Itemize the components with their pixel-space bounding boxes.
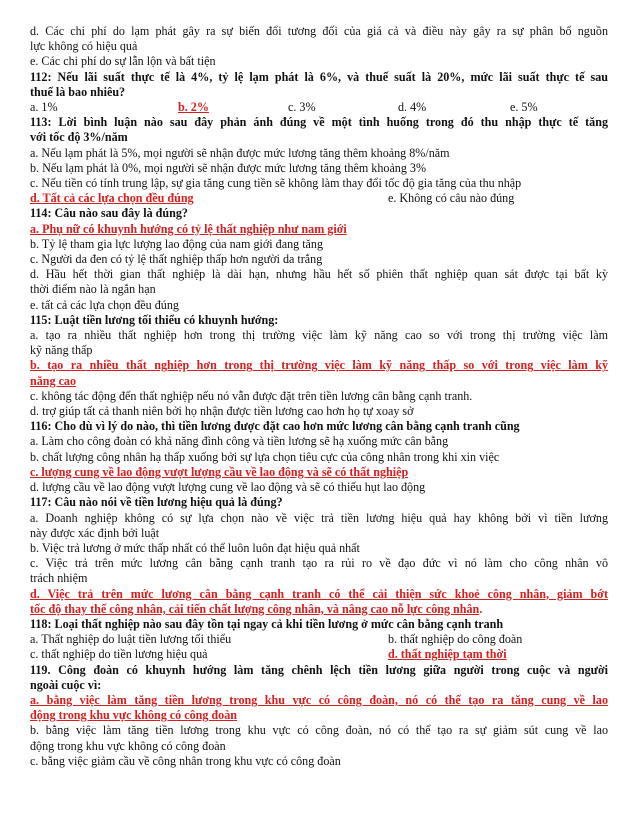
question-119: 119. Công đoàn có khuynh hướng làm tăng chênh lệch tiền lương giữa người trong cuộc và người [30,662,608,677]
answer-end-period: . [479,601,483,616]
option-c: c. không tác động đến thất nghiệp nếu nó vẫn được đặt trên tiền lương cân bằng cạnh tranh. [30,388,473,403]
correct-answer: d. Tất cả các lựa chọn đều đúng [30,191,194,206]
question-112-cont: thuế là bao nhiêu? [30,84,126,99]
option-d-cont: thời điểm nào là ngắn hạn [30,282,156,297]
correct-answer: b. tạo ra nhiều thất nghiệp hơn trong thị trường việc làm kỹ năng thấp so với trong việc làm kỹ [30,358,608,373]
correct-answer: c. lượng cung về lao động vượt lượng cầu về lao động và sẽ có thất nghiệp [30,464,409,479]
question-118: 118: Loại thất nghiệp nào sau đây tồn tại ngay cả khi tiền lương ở mức cân bằng cạnh tranh [30,616,504,631]
option-e: e. Không có câu nào đúng [388,191,515,206]
option-a-cont: này được xác định bởi luật [30,525,160,540]
correct-answer-cont-line [30,602,608,617]
option-c: c. Người da đen có tỷ lệ thất nghiệp thấp hơn người da trắng [30,252,323,267]
question-113-cont: với tốc độ 3%/năm [30,130,128,145]
option-c: c. Việc trả trên mức lương cân bằng cạnh tranh tạo ra rủi ro về đạo đức vì nó làm cho công nhân vô [30,556,608,571]
option-b: b. thất nghiệp do công đoàn [388,632,523,647]
correct-answer: d. thất nghiệp tạm thời [388,647,507,662]
question-115: 115: Luật tiền lương tối thiểu có khuynh hướng: [30,312,279,327]
correct-answer: a. bằng việc làm tăng tiền lương trong khu vực có công đoàn, nó có thể tạo ra tăng cung về lao [30,692,608,707]
question-119-cont: ngoài cuộc vì: [30,677,102,692]
option-b-cont: động trong khu vực không có công đoàn [30,738,226,753]
option-b: b. chất lượng công nhân hạ thấp xuống bởi sự lựa chọn tiêu cực của công nhân trong khi xin việc [30,449,500,464]
question-118-row1 [30,632,608,647]
option-a-cont: kỹ năng thấp [30,343,93,358]
option-d: d. lượng cầu về lao động vượt lượng cung về lao động và sẽ có thiếu hụt lao động [30,480,426,495]
correct-answer: b. 2% [178,100,209,115]
option-d: d. Hầu hết thời gian thất nghiệp là dài hạn, nhưng hầu hết số phiên thất nghiệp quan sát được tại bất kỳ [30,267,608,282]
option-b: b. Nếu lạm phát là 0%, mọi người sẽ nhận được mức lương tăng thêm khoảng 3% [30,160,427,175]
option-c-cont: trách nhiệm [30,571,88,586]
option-b: b. Việc trả lương ở mức thấp nhất có thể luôn luôn đạt hiệu quả nhất [30,540,360,555]
option-d: d. trợ giúp tất cả thanh niên bởi họ nhận được tiền lương cao hơn họ tự xoay sở [30,404,414,419]
option-b: b. bằng việc làm tăng tiền lương trong khu vực có công đoàn, nó có thể tạo ra sự giảm sút cung về lao [30,723,608,738]
option-a: a. Làm cho công đoàn có khả năng đình công và tiền lương sẽ hạ xuống mức cân bằng [30,434,449,449]
correct-answer-cont: động trong khu vực không có công đoàn [30,708,237,723]
option-line: lực không có hiệu quả [30,39,138,54]
question-114: 114: Câu nào sau đây là đúng? [30,206,188,221]
option-c: c. 3% [288,100,316,115]
option-line: d. Các chi phí do lạm phát gây ra sự biến đổi tương đối của giá cả và điều này gây ra sự phân bổ nguồn [30,24,608,38]
option-a: a. tạo ra nhiều thất nghiệp hơn trong thị trường việc làm kỹ năng cao so với trong thị trường việc làm [30,328,608,343]
question-117: 117: Câu nào nói về tiền lương hiệu quả là đúng? [30,495,283,510]
question-112: 112: Nếu lãi suất thực tế là 4%, tỷ lệ lạm phát là 6%, và thuế suất là 20%, mức lãi suất thực tế sau [30,69,608,84]
question-116: 116: Cho dù vì lý do nào, thì tiền lương được đặt cao hơn mức lương cân bằng cạnh tranh cũng [30,419,520,434]
option-a: a. Nếu lạm phát là 5%, mọi người sẽ nhận được mức lương tăng thêm khoảng 8%/năm [30,145,450,160]
option-c: c. thất nghiệp do tiền lương hiệu quả [30,647,208,662]
option-a: a. Thất nghiệp do luật tiền lương tối thiểu [30,632,232,647]
question-112-options [30,100,608,115]
correct-answer: a. Phụ nữ có khuynh hướng có tỷ lệ thất nghiệp như nam giới [30,221,347,236]
correct-answer-cont: năng cao [30,373,77,388]
option-d: d. 4% [398,100,427,115]
correct-answer-cont: tốc độ thay thế công nhân, cải tiến chất lượng công nhân, và nâng cao nỗ lực công nhân [30,601,480,616]
option-a: a. 1% [30,100,58,115]
option-a: a. Doanh nghiệp không có sự lựa chọn nào về việc trả tiền lương hiệu quả hay không bởi vì tiền lương [30,510,608,525]
option-c: c. bằng việc giảm cầu về công nhân trong khu vực có công đoàn [30,753,341,768]
option-e: e. tất cả các lựa chọn đều đúng [30,297,179,312]
option-c: c. Nếu tiền có tính trung lập, sự gia tăng cung tiền sẽ không làm thay đổi tốc độ gia tăng của thu nhập [30,176,522,191]
question-113: 113: Lời bình luận nào sau đây phản ánh đúng về một tình huống trong đó thu nhập thực tế tăng [30,115,608,130]
question-118-row2 [30,647,608,662]
option-line: e. Các chi phí do sự lẫn lộn và bất tiện [30,54,216,69]
option-e: e. 5% [510,100,538,115]
option-b: b. Tỷ lệ tham gia lực lượng lao động của nam giới đang tăng [30,236,324,251]
correct-answer: d. Việc trả trên mức lương cân bằng cạnh tranh có thể cải thiện sức khoẻ công nhân, giảm bớt [30,586,608,601]
question-113-last-options [30,191,608,206]
